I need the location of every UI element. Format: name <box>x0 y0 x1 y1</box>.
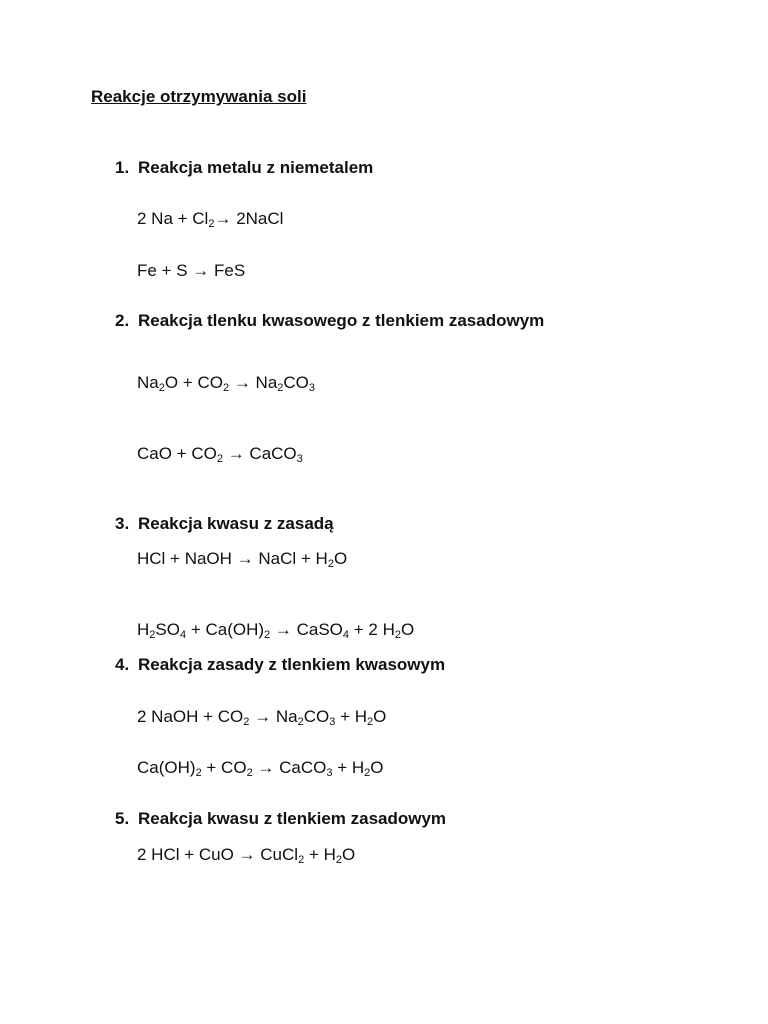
equation-text: + H <box>304 845 336 864</box>
subscript: 4 <box>179 629 187 641</box>
subscript: 2 <box>335 854 342 866</box>
subscript: 2 <box>394 629 401 641</box>
equation-text: + Ca(OH) <box>186 620 265 639</box>
subscript: 2 <box>264 629 271 641</box>
section-heading-text: Reakcja tlenku kwasowego z tlenkiem zasadowym <box>138 311 545 330</box>
equation-text: HCl + NaOH → NaCl + H <box>137 549 328 568</box>
equation <box>137 209 283 229</box>
subscript: 2 <box>158 382 165 394</box>
subscript: 3 <box>296 453 303 465</box>
section-number: 4. <box>115 655 130 674</box>
equation-text: O <box>370 758 384 777</box>
subscript: 3 <box>308 382 316 394</box>
equation-text: Fe + S → FeS <box>137 261 246 280</box>
subscript: 2 <box>208 218 215 230</box>
subscript: 2 <box>277 382 284 394</box>
equation-text: 2 NaOH + CO <box>137 707 244 726</box>
section-heading-text: Reakcja zasady z tlenkiem kwasowym <box>138 655 446 674</box>
section-heading-4 <box>115 655 445 675</box>
equation <box>137 620 414 640</box>
subscript: 2 <box>364 767 371 779</box>
equation <box>137 758 384 778</box>
subscript: 2 <box>243 716 250 728</box>
equation-text: CO <box>283 373 309 392</box>
section-number: 2. <box>115 311 130 330</box>
equation-text: CaO + CO <box>137 444 217 463</box>
equation-text: + H <box>335 707 368 726</box>
equation-text: O <box>341 845 356 864</box>
equation-text: O + CO <box>164 373 223 392</box>
equation-text: CO <box>303 707 330 726</box>
section-number: 3. <box>115 514 130 533</box>
equation-text: → CaCO <box>222 444 297 463</box>
section-heading-text: Reakcja kwasu z tlenkiem zasadowym <box>138 809 447 828</box>
subscript: 2 <box>222 382 230 394</box>
equation-text: + CO <box>201 758 247 777</box>
subscript: 4 <box>342 629 350 641</box>
subscript: 2 <box>297 716 304 728</box>
section-heading-2 <box>115 311 544 331</box>
equation <box>137 261 245 281</box>
equation-text: → CaCO <box>252 758 327 777</box>
equation-text: → Na <box>249 707 298 726</box>
equation-text: O <box>333 549 348 568</box>
equation-text: O <box>373 707 387 726</box>
section-number: 1. <box>115 158 130 177</box>
equation <box>137 549 347 569</box>
equation-text: + H <box>332 758 365 777</box>
page-title: Reakcje otrzymywania soli <box>91 87 307 106</box>
section-heading-1 <box>115 158 373 178</box>
subscript: 2 <box>298 854 305 866</box>
subscript: 2 <box>195 767 202 779</box>
equation <box>137 845 355 865</box>
subscript: 2 <box>246 767 253 779</box>
section-heading-text: Reakcja metalu z niemetalem <box>138 158 374 177</box>
equation-text: 2 Na + Cl <box>137 209 209 228</box>
equation-text: Ca(OH) <box>137 758 196 777</box>
subscript: 2 <box>327 558 334 570</box>
equation <box>137 444 303 464</box>
equation-text: + 2 H <box>349 620 395 639</box>
equation-text: SO <box>155 620 180 639</box>
subscript: 3 <box>329 716 336 728</box>
equation-text: → 2NaCl <box>214 209 284 228</box>
equation-text: Na <box>137 373 159 392</box>
subscript: 3 <box>326 767 333 779</box>
equation-text: → Na <box>229 373 278 392</box>
section-heading-3 <box>115 514 334 534</box>
equation-text: O <box>401 620 415 639</box>
equation-text: → CaSO <box>270 620 343 639</box>
equation-text: 2 HCl + CuO → CuCl <box>137 845 299 864</box>
equation <box>137 373 315 393</box>
subscript: 2 <box>149 629 156 641</box>
equation-text: H <box>137 620 150 639</box>
section-number: 5. <box>115 809 130 828</box>
section-heading-text: Reakcja kwasu z zasadą <box>138 514 334 533</box>
subscript: 2 <box>367 716 374 728</box>
subscript: 2 <box>216 453 223 465</box>
section-heading-5 <box>115 809 446 829</box>
equation <box>137 707 386 727</box>
